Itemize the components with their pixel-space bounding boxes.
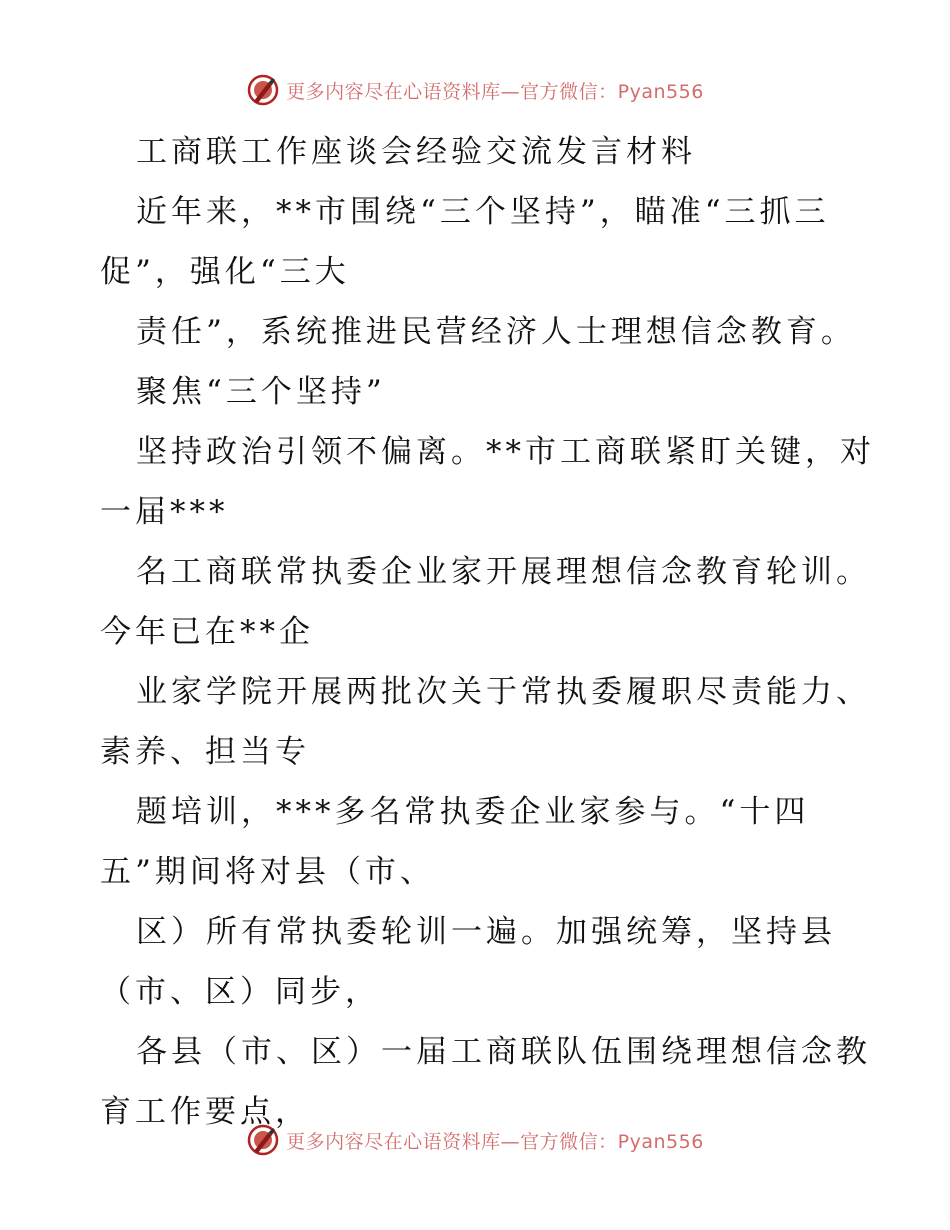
- watermark-footer: [0, 1120, 950, 1160]
- document-body: [100, 122, 875, 1142]
- pen-seal-logo-icon: [246, 73, 280, 107]
- watermark-header: [0, 70, 950, 110]
- doc-title: 工商联工作座谈会经验交流发言材料: [136, 134, 696, 170]
- paragraph-line: 业家学院开展两批次关于常执委履职尽责能力、: [136, 674, 871, 710]
- watermark-text: 更多内容尽在心语资料库—官方微信：Pyan556: [286, 1130, 704, 1153]
- section-heading: 聚焦“三个坚持”: [136, 374, 386, 410]
- paragraph-line: 名工商联常执委企业家开展理想信念教育轮训。: [136, 554, 871, 590]
- paragraph-line: （市、区）同步，: [100, 974, 380, 1010]
- paragraph-line: 各县（市、区）一届工商联队伍围绕理想信念教: [136, 1034, 871, 1070]
- paragraph-line: 近年来，**市围绕“三个坚持”，瞄准“三抓三: [136, 194, 830, 230]
- paragraph-line: 坚持政治引领不偏离。**市工商联紧盯关键，对: [136, 434, 875, 470]
- watermark-text: 更多内容尽在心语资料库—官方微信：Pyan556: [286, 80, 704, 103]
- paragraph-line: 今年已在**企: [100, 614, 314, 650]
- paragraph-line: 素养、担当专: [100, 734, 310, 770]
- pen-seal-logo-icon: [246, 1123, 280, 1157]
- paragraph-line: 一届***: [100, 494, 229, 530]
- paragraph-line: 促”，强化“三大: [100, 254, 350, 290]
- paragraph-line: 区）所有常执委轮训一遍。加强统筹，坚持县: [136, 914, 836, 950]
- paragraph-line: 题培训，***多名常执委企业家参与。“十四: [136, 794, 810, 830]
- paragraph-line: 责任”，系统推进民营经济人士理想信念教育。: [136, 314, 856, 350]
- paragraph-line: 五”期间将对县（市、: [100, 854, 435, 890]
- paragraph-line: 育工作要点，: [100, 1094, 310, 1130]
